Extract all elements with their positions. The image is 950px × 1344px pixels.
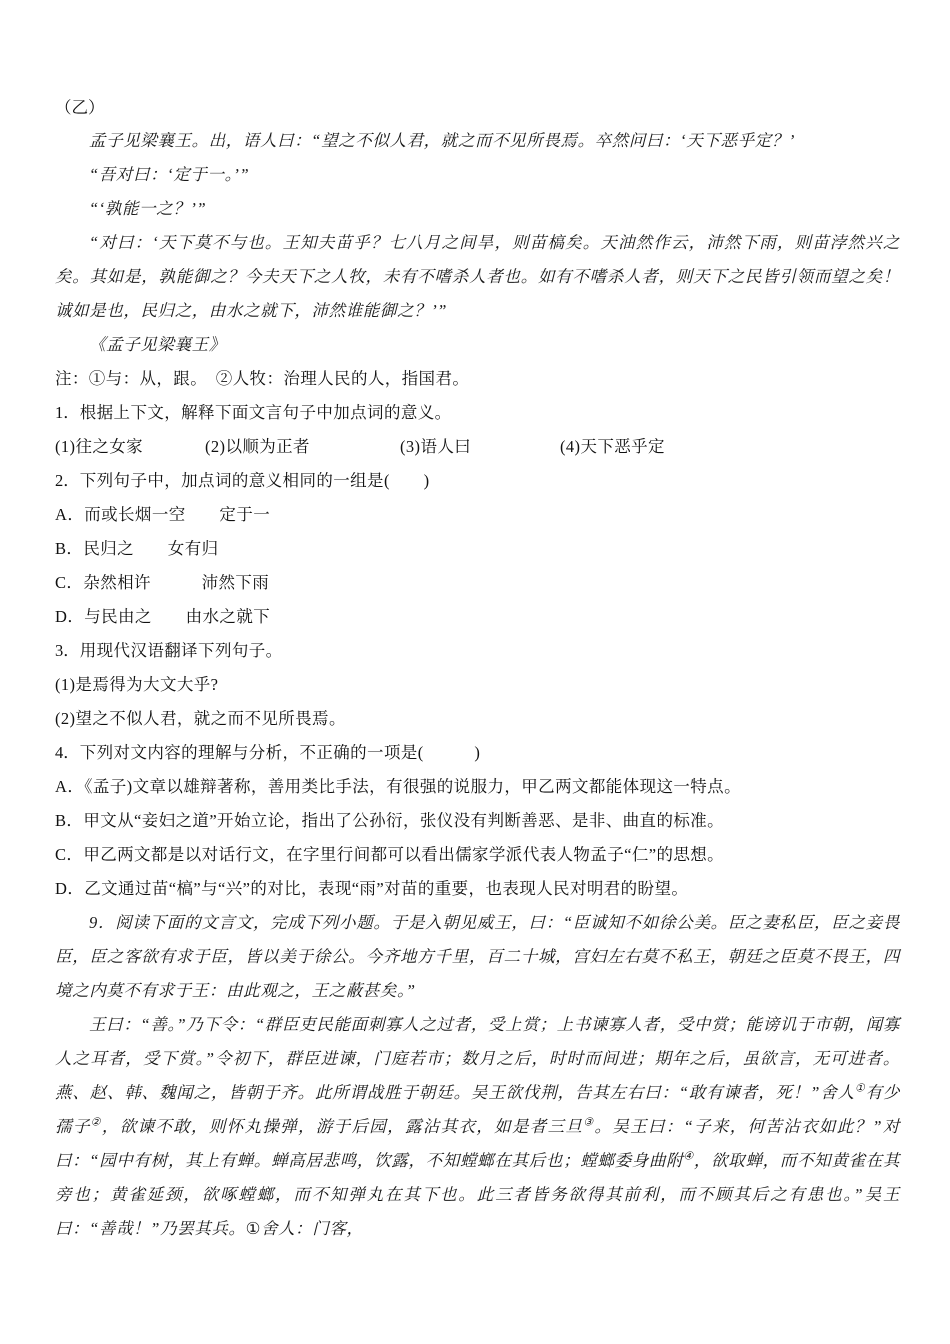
passage-b-notes: 注：①与：从，跟。 ②人牧：治理人民的人，指国君。 (55, 369, 470, 388)
question-2-option-d[interactable] (55, 600, 900, 634)
passage-b-line-3: “‘孰能一之？’” (89, 199, 207, 218)
question-2-number: 2． (55, 471, 80, 490)
question-4-option-c[interactable] (55, 838, 900, 872)
question-3-number: 3． (55, 641, 80, 660)
question-2-option-c-text: 杂然相许 沛然下雨 (83, 573, 270, 592)
question-2 (55, 464, 900, 498)
question-4-option-d-letter: D． (55, 879, 85, 898)
passage-b-line-2: “吾对曰：‘定于一。’” (89, 165, 250, 184)
question-4 (55, 736, 900, 770)
question-9-block (55, 906, 900, 1008)
q9-p2-part2: 有少孺子 (55, 1083, 900, 1136)
question-4-option-d-text: 乙文通过苗“槁”与“兴”的对比，表现“雨”对苗的重要，也表现人民对明君的盼望。 (84, 879, 689, 898)
footnote-ref-4: ④ (683, 1150, 694, 1163)
question-1-subitem-2: (2)以顺为正者 (205, 437, 310, 456)
question-4-option-a[interactable] (55, 770, 900, 804)
footnote-ref-1: ① (854, 1082, 866, 1095)
question-4-option-a-text: 《孟子)文章以雄辩著称，善用类比手法，有很强的说服力，甲乙两文都能体现这一特点。 (84, 777, 741, 796)
footnote-marker-1: ① (245, 1219, 261, 1238)
question-2-option-b[interactable] (55, 532, 900, 566)
question-4-option-b-letter: B． (55, 811, 84, 830)
question-9-passage-2 (55, 1008, 900, 1246)
question-4-stem: 下列对文内容的理解与分析，不正确的一项是( ) (79, 743, 481, 762)
passage-b-line-4: “对曰：‘天下莫不与也。王知夫苗乎？七八月之间旱，则苗槁矣。天油然作云，沛然下雨，则苗浡然兴之矣。其如是，孰能御之？今夫天下之人牧，未有不嗜杀人者也。如有不嗜杀人者，则天下之民皆引领而望之矣！诚如是也，民归之，由水之就下，沛然谁能御之？’” (55, 233, 900, 320)
question-1-subitems (55, 430, 900, 464)
question-1-subitem-1: (1)往之女家 (55, 437, 144, 456)
footnote-ref-2: ② (90, 1116, 102, 1129)
question-2-option-b-letter: B． (55, 539, 84, 558)
question-4-option-c-text: 甲乙两文都是以对话行文，在字里行间都可以看出儒家学派代表人物孟子“仁”的思想。 (83, 845, 725, 864)
question-4-option-b[interactable] (55, 804, 900, 838)
q9-p2-part1: 王曰：“善。”乃下令：“群臣吏民能面刺寡人之过者，受上赏；上书谏寡人者，受中赏；能谤讥于市朝，闻寡人之耳者，受下赏。”令初下，群臣进谏，门庭若市；数月之后，时时而间进；期年之后，虽欲言，无可进者。燕、赵、韩、魏闻之，皆朝于齐。此所谓战胜于朝廷。吴王欲伐荆，告其左右曰：“敢有谏者，死！”舍人 (55, 1015, 900, 1102)
question-9-passage-1: 于是入朝见威王，曰：“臣诚知不如徐公美。臣之妻私臣，臣之妾畏臣，臣之客欲有求于臣，皆以美于徐公。今齐地方千里，百二十城，宫妇左右莫不私王，朝廷之臣莫不畏王，四境之内莫不有求于王：由此观之，王之蔽甚矣。” (55, 913, 900, 1000)
section-label-yi: （乙） (55, 98, 105, 117)
question-1-number: 1． (55, 403, 80, 422)
question-1-subitem-3: (3)语人曰 (400, 437, 472, 456)
q9-p2-part4: 。吴王曰：“子来，何苦沾衣如此？”对曰：“园中有树，其上有蝉。蝉高居悲鸣，饮露，不知螳螂在其后也；螳螂委身曲附 (55, 1117, 901, 1170)
question-9-lead: 9．阅读下面的文言文，完成下列小题。 (89, 913, 391, 932)
question-2-option-b-text: 民归之 女有归 (83, 539, 219, 558)
question-2-option-d-letter: D． (55, 607, 85, 626)
question-2-option-a-letter: A． (55, 505, 85, 524)
question-2-option-c[interactable] (55, 566, 900, 600)
question-1 (55, 396, 900, 430)
passage-b-line-1: 孟子见梁襄王。出，语人曰：“望之不似人君，就之而不见所畏焉。卒然问曰：‘天下恶乎定？’ (89, 131, 795, 150)
question-3-stem: 用现代汉语翻译下列句子。 (79, 641, 283, 660)
question-1-stem: 根据上下文，解释下面文言句子中加点词的意义。 (79, 403, 452, 422)
question-4-option-b-text: 甲文从“妾妇之道”开始立论，指出了公孙衍，张仪没有判断善恶、是非、曲直的标准。 (83, 811, 725, 830)
q9-p2-part5: ，欲取蝉，而不知黄雀在其旁也；黄雀延颈，欲啄螳螂，而不知弹丸在其下也。此三者皆务欲得其前利，而不顾其后之有患也。”吴王曰：“善哉！”乃罢其兵。 (55, 1151, 900, 1238)
question-2-option-c-letter: C． (55, 573, 84, 592)
q9-p2-part3: ，欲谏不敢，则怀丸操弹，游于后园，露沾其衣，如是者三旦 (101, 1117, 584, 1136)
page-content (55, 92, 900, 1246)
question-3-subitem-1: (1)是焉得为大文大乎? (55, 675, 219, 694)
passage-b-source: 《孟子见梁襄王》 (89, 335, 226, 354)
question-2-option-d-text: 与民由之 由水之就下 (84, 607, 271, 626)
question-2-option-a-text: 而或长烟一空 定于一 (84, 505, 271, 524)
question-1-subitem-4: (4)天下恶乎定 (560, 437, 665, 456)
footnote-text-1: 舍人：门客， (260, 1219, 364, 1238)
question-2-option-a[interactable] (55, 498, 900, 532)
question-4-option-a-letter: A． (55, 777, 85, 796)
question-4-number: 4． (55, 743, 80, 762)
question-4-option-c-letter: C． (55, 845, 84, 864)
question-4-option-d[interactable] (55, 872, 900, 906)
question-3 (55, 634, 900, 668)
footnote-ref-3: ③ (583, 1116, 595, 1129)
question-2-stem: 下列句子中，加点词的意义相同的一组是( ) (79, 471, 430, 490)
question-3-subitem-2: (2)望之不似人君，就之而不见所畏焉。 (55, 709, 346, 728)
